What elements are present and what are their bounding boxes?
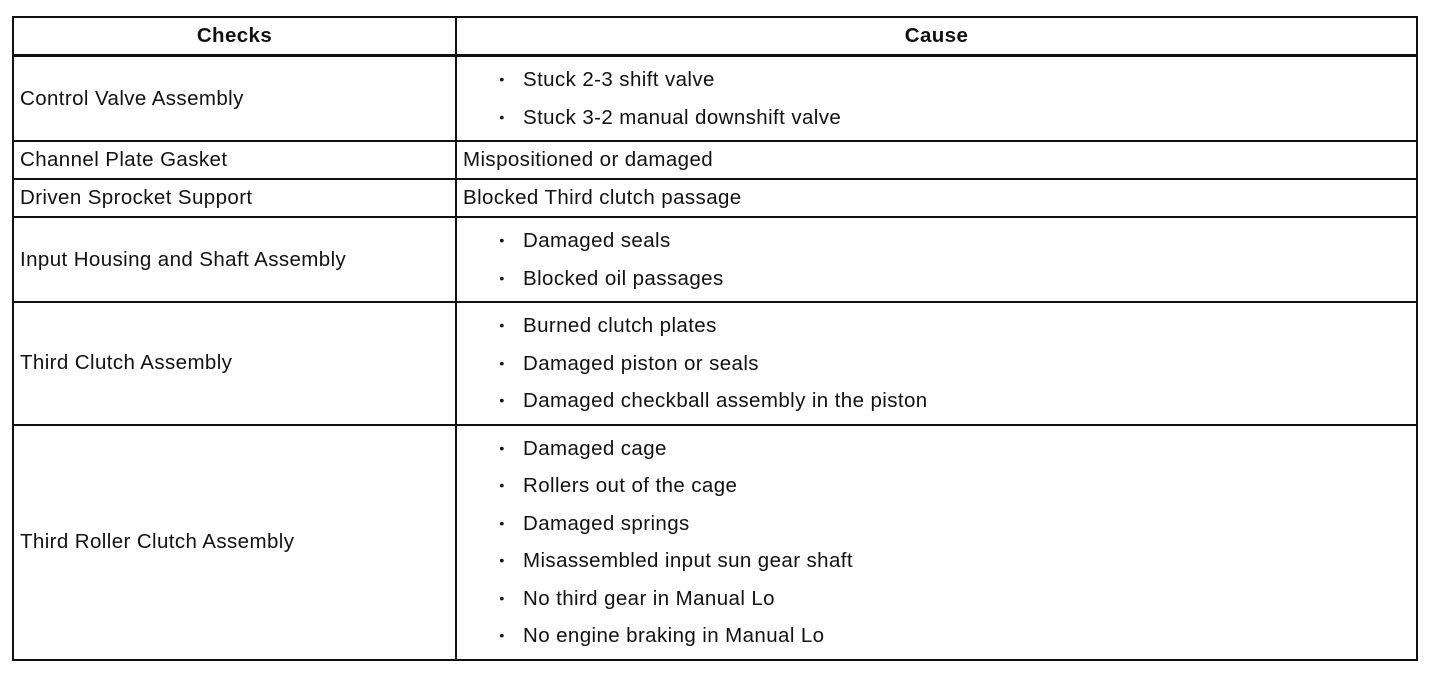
table-row bbox=[13, 425, 1417, 660]
table-header-row bbox=[13, 17, 1417, 56]
cause-text: Damaged piston or seals bbox=[523, 351, 759, 375]
bullet-icon: • bbox=[499, 269, 505, 286]
cause-text: Damaged springs bbox=[523, 511, 690, 535]
cause-item bbox=[495, 99, 1410, 137]
cause-cell bbox=[456, 217, 1417, 302]
bullet-icon: • bbox=[499, 108, 505, 125]
cause-text: Rollers out of the cage bbox=[523, 474, 738, 497]
cause-list bbox=[495, 430, 1410, 655]
cause-text: Blocked oil passages bbox=[523, 266, 724, 290]
check-cell: Control Valve Assembly bbox=[13, 56, 456, 142]
bullet-icon: • bbox=[499, 71, 505, 87]
cause-cell bbox=[456, 425, 1417, 660]
cause-text: Stuck 3-2 manual downshift valve bbox=[523, 105, 842, 129]
bullet-icon: • bbox=[499, 317, 505, 333]
cause-text: Damaged seals bbox=[523, 229, 671, 252]
cause-item bbox=[495, 467, 1410, 505]
table-row bbox=[13, 179, 1417, 217]
cause-item bbox=[495, 307, 1410, 345]
bullet-icon: • bbox=[499, 627, 505, 643]
bullet-icon: • bbox=[499, 232, 505, 248]
cause-cell: Blocked Third clutch passage bbox=[456, 179, 1417, 217]
table-row bbox=[13, 302, 1417, 425]
diagnosis-table bbox=[12, 16, 1418, 661]
bullet-icon: • bbox=[499, 354, 505, 371]
cause-text: Burned clutch plates bbox=[523, 314, 717, 337]
cause-item bbox=[495, 542, 1410, 580]
check-cell: Input Housing and Shaft Assembly bbox=[13, 217, 456, 302]
cause-cell: Mispositioned or damaged bbox=[456, 141, 1417, 179]
cause-cell bbox=[456, 56, 1417, 142]
bullet-icon: • bbox=[499, 552, 505, 568]
cause-item bbox=[495, 222, 1410, 260]
bullet-icon: • bbox=[499, 589, 505, 606]
cause-item bbox=[495, 382, 1410, 420]
bullet-icon: • bbox=[499, 392, 505, 408]
cause-text: Damaged checkball assembly in the piston bbox=[523, 389, 928, 412]
cause-list bbox=[495, 61, 1410, 136]
cause-column-header: Cause bbox=[456, 17, 1417, 56]
bullet-icon: • bbox=[499, 439, 505, 456]
cause-text: Stuck 2-3 shift valve bbox=[523, 68, 715, 91]
cause-list bbox=[495, 222, 1410, 297]
cause-text: Damaged cage bbox=[523, 436, 667, 460]
cause-cell bbox=[456, 302, 1417, 425]
check-cell: Channel Plate Gasket bbox=[13, 141, 456, 179]
check-cell: Third Clutch Assembly bbox=[13, 302, 456, 425]
cause-text: No engine braking in Manual Lo bbox=[523, 624, 825, 647]
cause-item bbox=[495, 430, 1410, 468]
cause-item bbox=[495, 617, 1410, 655]
checks-column-header: Checks bbox=[13, 17, 456, 56]
cause-list bbox=[495, 307, 1410, 420]
table-row bbox=[13, 141, 1417, 179]
table-row bbox=[13, 217, 1417, 302]
cause-text: Misassembled input sun gear shaft bbox=[523, 549, 853, 572]
check-cell: Driven Sprocket Support bbox=[13, 179, 456, 217]
cause-item bbox=[495, 505, 1410, 543]
bullet-icon: • bbox=[499, 514, 505, 531]
cause-text: No third gear in Manual Lo bbox=[523, 586, 775, 610]
table-row bbox=[13, 56, 1417, 142]
check-cell: Third Roller Clutch Assembly bbox=[13, 425, 456, 660]
cause-item bbox=[495, 61, 1410, 99]
cause-item bbox=[495, 260, 1410, 298]
bullet-icon: • bbox=[499, 477, 505, 493]
diagnosis-table-container bbox=[12, 16, 1416, 661]
cause-item bbox=[495, 345, 1410, 383]
cause-item bbox=[495, 580, 1410, 618]
